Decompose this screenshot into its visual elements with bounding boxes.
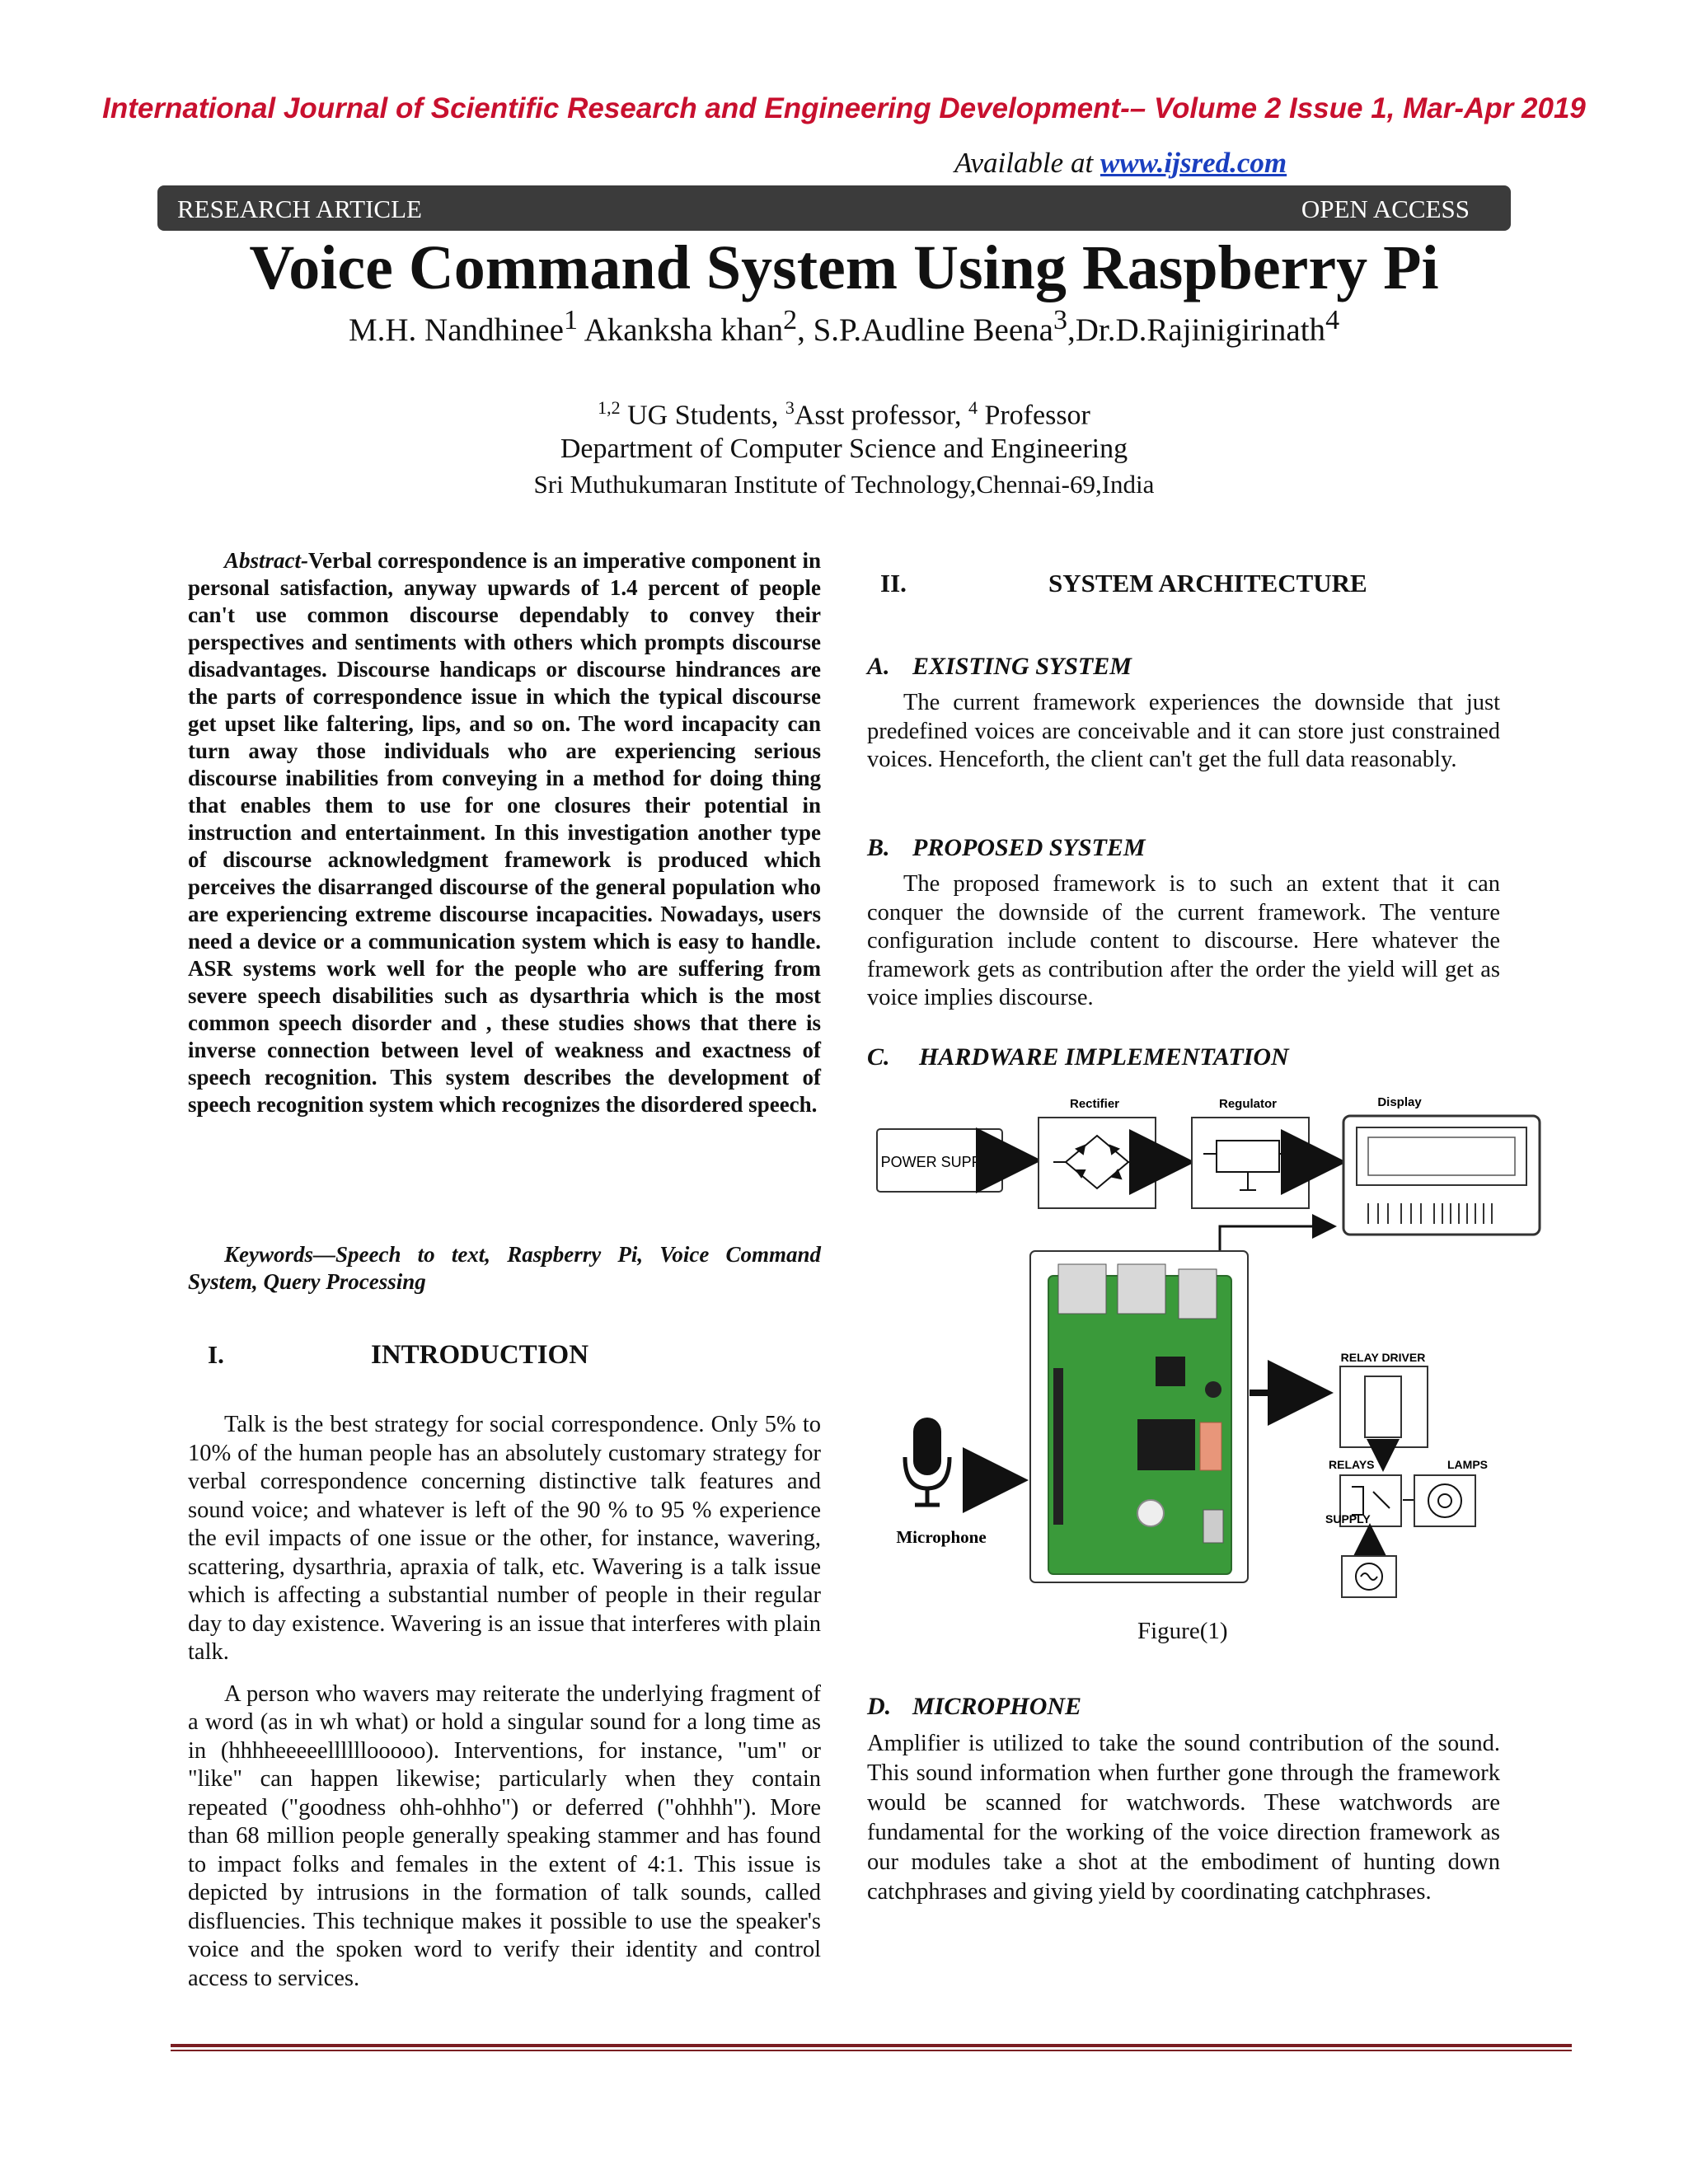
lcd-glass	[1368, 1137, 1515, 1175]
arch-number: II.	[880, 569, 907, 598]
banner-access: OPEN ACCESS	[1301, 194, 1470, 223]
existing-body	[867, 689, 1500, 775]
audio-connector	[1200, 1422, 1221, 1470]
role-sup: 1,2	[598, 397, 621, 418]
role-text: Professor	[977, 400, 1090, 431]
rectifier-label: Rectifier	[1069, 1097, 1120, 1111]
chip	[1156, 1357, 1185, 1386]
relays-label: RELAYS	[1329, 1458, 1375, 1471]
hardware-diagram	[865, 1088, 1550, 1599]
microphone-label: Microphone	[896, 1527, 987, 1547]
department: Department of Computer Science and Engineering	[560, 434, 1128, 464]
keywords	[188, 1241, 821, 1296]
author-name: Akanksha khan	[577, 312, 784, 348]
hardware-heading: HARDWARE IMPLEMENTATION	[919, 1043, 1289, 1071]
lamp-icon	[1428, 1484, 1461, 1517]
microphone-icon	[905, 1418, 950, 1505]
keywords-text: Speech to text, Raspberry Pi, Voice Command System, Query Processing	[188, 1242, 821, 1294]
banner-article-type: RESEARCH ARTICLE	[177, 194, 422, 223]
journal-link[interactable]: www.ijsred.com	[1100, 147, 1287, 179]
intro-body	[188, 1411, 821, 1993]
lamps-label: LAMPS	[1447, 1458, 1488, 1471]
keywords-label: Keywords—	[224, 1242, 335, 1267]
footer-rule	[171, 2044, 1572, 2047]
role-text: UG Students,	[620, 400, 785, 431]
power-supply-label: POWER SUPPLY	[880, 1154, 999, 1170]
available-prefix: Available at	[954, 147, 1100, 179]
paper-title: Voice Command System Using Raspberry Pi	[249, 233, 1439, 302]
proposed-body	[867, 870, 1500, 1013]
author-sup: 3	[1053, 305, 1067, 335]
figure-caption: Figure(1)	[1137, 1618, 1228, 1644]
existing-heading: EXISTING SYSTEM	[912, 653, 1132, 680]
availability-line	[954, 147, 1287, 180]
supply-label: SUPPLY	[1325, 1512, 1371, 1526]
regulator-label: Regulator	[1218, 1097, 1278, 1111]
intro-paragraph-1: Talk is the best strategy for social correspondence. Only 5% to 10% of the human people has an absolutely customary strategy for verbal correspondence concerning distinctive talk features and sound voice; and whatever is left of the 90 % to 95 % experience the evil impacts of one issue or the other, for instance, wavering, scattering, dysarthria, apraxia of talk, etc. Wavering is a talk issue which is affecting a substantial number of people in their regular day to day existence. Wavering is an issue that interferes with plain talk.	[188, 1412, 821, 1665]
abstract-text: Verbal correspondence is an imperative component in personal satisfaction, anyway upwards of 1.4 percent of people can't use common discourse dependably to convey their perspectives and sentiments with others which prompts discourse disadvantages. Discourse handicaps or discourse hindrances are the parts of correspondence issue in which the typical discourse get upset like faltering, lips, and so on. The word incapacity can turn away those individuals who are experiencing serious discourse inabilities from conveying in a method for doing thing that enables them to use for one closures their potential in instruction and entertainment. In this investigation another type of discourse acknowledgment framework is produced which perceives the disarranged discourse of the general population who are experiencing extreme discourse incapacities. Nowadays, users need a device or a communication system which is easy to handle. ASR systems work well for the people who are suffering from severe speech disabilities such as dysarthria which is the most common speech disorder and , these studies shows that there is inverse connection between level of weakness and exactness of speech recognition. This system describes the development of speech recognition system which recognizes the disordered speech.	[188, 548, 821, 1117]
existing-text: The current framework experiences the downside that just predefined voices are conceivable and it can store just constrained voices. Henceforth, the client can't get the full data reasonably.	[867, 690, 1500, 772]
mic-label: D.	[867, 1693, 892, 1720]
author-list	[0, 305, 1688, 349]
abstract	[188, 547, 821, 1118]
role-sup: 3	[785, 397, 795, 418]
proposed-heading: PROPOSED SYSTEM	[912, 834, 1146, 861]
author-name: , S.P.Audline Beena	[797, 312, 1053, 348]
intro-heading: INTRODUCTION	[371, 1340, 589, 1370]
journal-header: International Journal of Scientific Research and Engineering Development-– Volume 2 Issue 1, Mar-Apr 2019	[102, 92, 1586, 124]
gpio-header	[1053, 1368, 1063, 1525]
proposed-text: The proposed framework is to such an extent that it can conquer the downside of the current framework. The venture configuration include content to discourse. Here whatever the framework gets as contribution after the order the yield will get as voice implies discourse.	[867, 871, 1500, 1010]
role-text: Asst professor,	[794, 400, 968, 431]
regulator-box	[1192, 1118, 1309, 1208]
institute: Sri Muthukumaran Institute of Technology,Chennai-69,India	[533, 470, 1155, 499]
abstract-label: Abstract-	[224, 548, 309, 573]
mic-heading: MICROPHONE	[912, 1693, 1082, 1720]
intro-paragraph-2: A person who wavers may reiterate the underlying fragment of a word (as in wh what) or hold a singular sound for a long time as in (hhhheeeeellllllooooo). Interventions, for instance, "um" or "like" can happen likewise; particularly when they contain repeated ("goodness ohh-ohhho") or deferred ("ohhhh"). More than 68 million people generally speaking stammer and has found to impact folks and females in the extent of 4:1. This issue is depicted by intrusions in the formation of talk sounds, called disfluencies. This technique makes it possible to use the speaker's voice and the spoken word to verify their identity and control access to services.	[188, 1680, 821, 1991]
author-sup: 2	[783, 305, 798, 335]
intro-number: I.	[208, 1340, 224, 1369]
footer-rule-thin	[171, 2050, 1572, 2051]
mic-text: Amplifier is utilized to take the sound contribution of the sound. This sound information when further gone through the framework would be scanned for watchwords. These watchwords are fundamental for the working of the voice direction framework as our modules take a shot at the embodiment of hunting down catchphrases and giving yield by coordinating catchphrases.	[867, 1731, 1500, 1905]
hardware-label: C.	[867, 1043, 890, 1071]
relay-driver-label: RELAY DRIVER	[1340, 1351, 1426, 1364]
arch-heading: SYSTEM ARCHITECTURE	[1048, 569, 1367, 598]
article-banner	[157, 185, 1511, 231]
relay-driver-chip	[1365, 1376, 1401, 1437]
affiliation-roles	[0, 397, 1688, 431]
author-name: M.H. Nandhinee	[348, 312, 564, 348]
role-sup: 4	[968, 397, 978, 418]
soc-chip	[1137, 1419, 1195, 1470]
usb-port	[1118, 1264, 1165, 1314]
audio-jack	[1205, 1381, 1221, 1398]
existing-label: A.	[867, 653, 890, 680]
ethernet-port	[1179, 1269, 1217, 1319]
hdmi-port	[1203, 1510, 1223, 1543]
proposed-label: B.	[867, 834, 890, 861]
usb-port	[1058, 1264, 1106, 1314]
author-name: ,Dr.D.Rajinigirinath	[1067, 312, 1326, 348]
mic-body	[867, 1729, 1500, 1907]
author-sup: 1	[563, 305, 578, 335]
raspberry-logo-icon	[1137, 1500, 1164, 1526]
author-sup: 4	[1325, 305, 1340, 335]
display-label: Display	[1377, 1095, 1422, 1109]
